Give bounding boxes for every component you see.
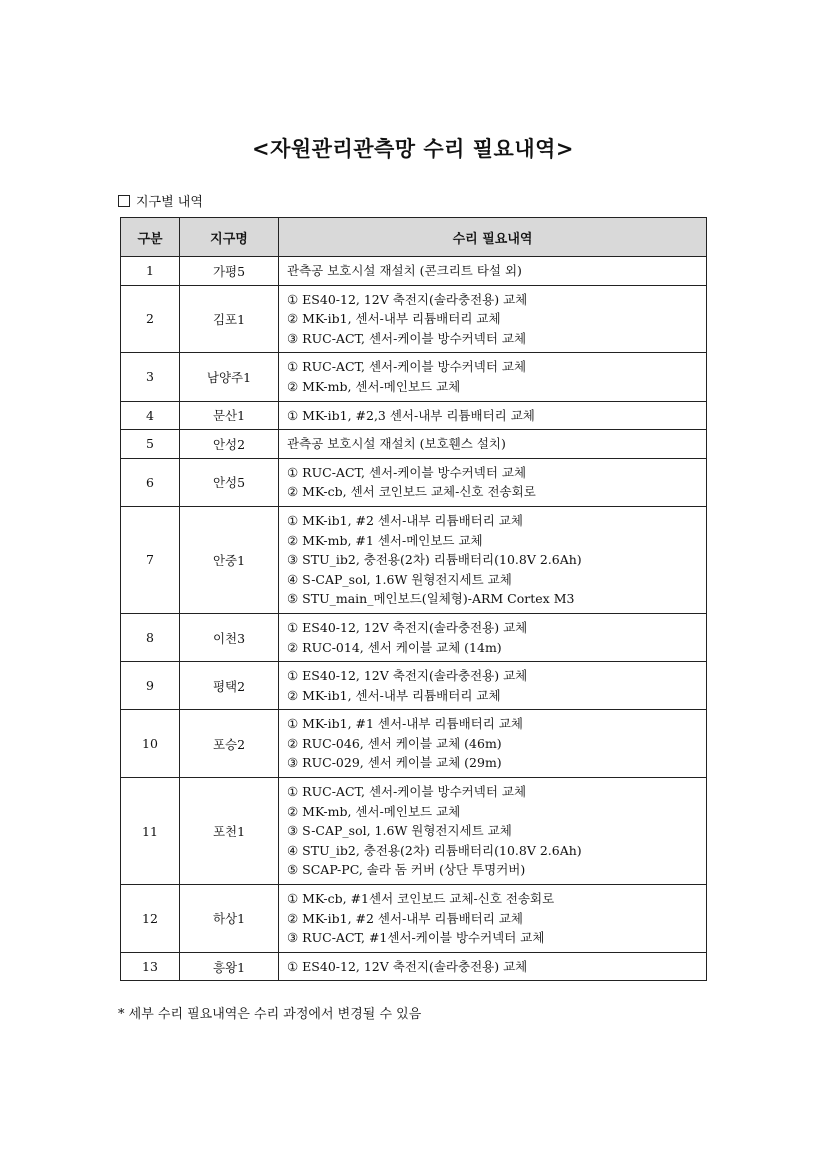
row-number: 1 xyxy=(121,257,180,286)
repair-item: ② MK-ib1, 센서-내부 리튬배터리 교체 xyxy=(287,687,501,703)
row-details xyxy=(279,613,707,661)
repair-item: ② MK-mb, 센서-메인보드 교체 xyxy=(287,378,461,394)
repair-item: ① MK-cb, #1센서 코인보드 교체-신호 전송회로 xyxy=(287,891,555,907)
table-row xyxy=(121,710,707,778)
checkbox-square-icon xyxy=(118,195,130,207)
repair-item: ① ES40-12, 12V 축전지(솔라충전용) 교체 xyxy=(287,958,528,974)
table-row xyxy=(121,353,707,401)
table-row xyxy=(121,613,707,661)
table-row xyxy=(121,778,707,885)
row-details xyxy=(279,952,707,981)
repair-item: ② MK-ib1, 센서-내부 리튬배터리 교체 xyxy=(287,311,501,327)
page-title: <자원관리관측망 수리 필요내역> xyxy=(251,136,575,161)
repair-item: ③ STU_ib2, 충전용(2차) 리튬배터리(10.8V 2.6Ah) xyxy=(287,552,582,568)
header-no: 구분 xyxy=(121,218,180,257)
repair-item: ④ STU_ib2, 충전용(2차) 리튬배터리(10.8V 2.6Ah) xyxy=(287,842,582,858)
table-row xyxy=(121,401,707,430)
header-details: 수리 필요내역 xyxy=(279,218,707,257)
row-details xyxy=(279,430,707,459)
table-row xyxy=(121,662,707,710)
row-details xyxy=(279,285,707,353)
repair-item: ④ S-CAP_sol, 1.6W 원형전지세트 교체 xyxy=(287,571,512,587)
table-body xyxy=(121,257,707,981)
row-district: 하상1 xyxy=(180,885,279,953)
header-district: 지구명 xyxy=(180,218,279,257)
table-row xyxy=(121,506,707,613)
repair-item: ③ S-CAP_sol, 1.6W 원형전지세트 교체 xyxy=(287,823,512,839)
row-district: 이천3 xyxy=(180,613,279,661)
row-details xyxy=(279,257,707,286)
row-details xyxy=(279,506,707,613)
row-district: 포승2 xyxy=(180,710,279,778)
row-details xyxy=(279,662,707,710)
footnote: * 세부 수리 필요내역은 수리 과정에서 변경될 수 있음 xyxy=(118,1007,422,1022)
repair-item: ① ES40-12, 12V 축전지(솔라충전용) 교체 xyxy=(287,291,528,307)
repair-item: ② RUC-014, 센서 케이블 교체 (14m) xyxy=(287,639,502,655)
section-label: 지구별 내역 xyxy=(136,195,203,210)
row-details xyxy=(279,885,707,953)
row-district: 평택2 xyxy=(180,662,279,710)
row-district: 안중1 xyxy=(180,506,279,613)
repair-item: ③ RUC-ACT, #1센서-케이블 방수커넥터 교체 xyxy=(287,930,545,946)
row-number: 6 xyxy=(121,458,180,506)
repair-item: ⑤ SCAP-PC, 솔라 돔 커버 (상단 투명커버) xyxy=(287,862,526,878)
repair-item: ② MK-mb, #1 센서-메인보드 교체 xyxy=(287,532,483,548)
row-district: 안성2 xyxy=(180,430,279,459)
repair-item: ① RUC-ACT, 센서-케이블 방수커넥터 교체 xyxy=(287,464,527,480)
row-number: 8 xyxy=(121,613,180,661)
table-row xyxy=(121,430,707,459)
repair-item: ② MK-cb, 센서 코인보드 교체-신호 전송회로 xyxy=(287,484,536,500)
repair-table xyxy=(120,217,707,981)
row-number: 2 xyxy=(121,285,180,353)
row-details xyxy=(279,458,707,506)
table-row xyxy=(121,952,707,981)
row-district: 포천1 xyxy=(180,778,279,885)
row-number: 11 xyxy=(121,778,180,885)
row-district: 안성5 xyxy=(180,458,279,506)
repair-item: ② MK-mb, 센서-메인보드 교체 xyxy=(287,803,461,819)
row-district: 김포1 xyxy=(180,285,279,353)
row-district: 문산1 xyxy=(180,401,279,430)
row-details xyxy=(279,401,707,430)
repair-item: 관측공 보호시설 재설치 (보호휀스 설치) xyxy=(287,436,506,452)
row-number: 9 xyxy=(121,662,180,710)
row-number: 12 xyxy=(121,885,180,953)
row-district: 남양주1 xyxy=(180,353,279,401)
repair-item: ③ RUC-029, 센서 케이블 교체 (29m) xyxy=(287,755,502,771)
row-number: 4 xyxy=(121,401,180,430)
repair-item: ① RUC-ACT, 센서-케이블 방수커넥터 교체 xyxy=(287,359,527,375)
table-header-row xyxy=(121,218,707,257)
row-details xyxy=(279,353,707,401)
row-district: 가평5 xyxy=(180,257,279,286)
row-details xyxy=(279,710,707,778)
repair-item: ① RUC-ACT, 센서-케이블 방수커넥터 교체 xyxy=(287,784,527,800)
repair-item: 관측공 보호시설 재설치 (콘크리트 타설 외) xyxy=(287,263,522,278)
row-number: 5 xyxy=(121,430,180,459)
repair-item: ⑤ STU_main_메인보드(일체형)-ARM Cortex M3 xyxy=(287,591,575,607)
row-number: 13 xyxy=(121,952,180,981)
repair-item: ① ES40-12, 12V 축전지(솔라충전용) 교체 xyxy=(287,619,528,635)
repair-item: ① MK-ib1, #1 센서-내부 리튬배터리 교체 xyxy=(287,716,523,732)
section-heading xyxy=(118,191,203,210)
table-row xyxy=(121,285,707,353)
row-district: 흥왕1 xyxy=(180,952,279,981)
table-row xyxy=(121,885,707,953)
repair-item: ② MK-ib1, #2 센서-내부 리튬배터리 교체 xyxy=(287,910,523,926)
repair-item: ① MK-ib1, #2,3 센서-내부 리튬배터리 교체 xyxy=(287,407,535,423)
repair-item: ① MK-ib1, #2 센서-내부 리튬배터리 교체 xyxy=(287,512,523,528)
row-number: 7 xyxy=(121,506,180,613)
row-number: 3 xyxy=(121,353,180,401)
row-number: 10 xyxy=(121,710,180,778)
table-row xyxy=(121,257,707,286)
row-details xyxy=(279,778,707,885)
table-row xyxy=(121,458,707,506)
repair-item: ② RUC-046, 센서 케이블 교체 (46m) xyxy=(287,735,502,751)
repair-item: ③ RUC-ACT, 센서-케이블 방수커넥터 교체 xyxy=(287,330,527,346)
repair-item: ① ES40-12, 12V 축전지(솔라충전용) 교체 xyxy=(287,668,528,684)
